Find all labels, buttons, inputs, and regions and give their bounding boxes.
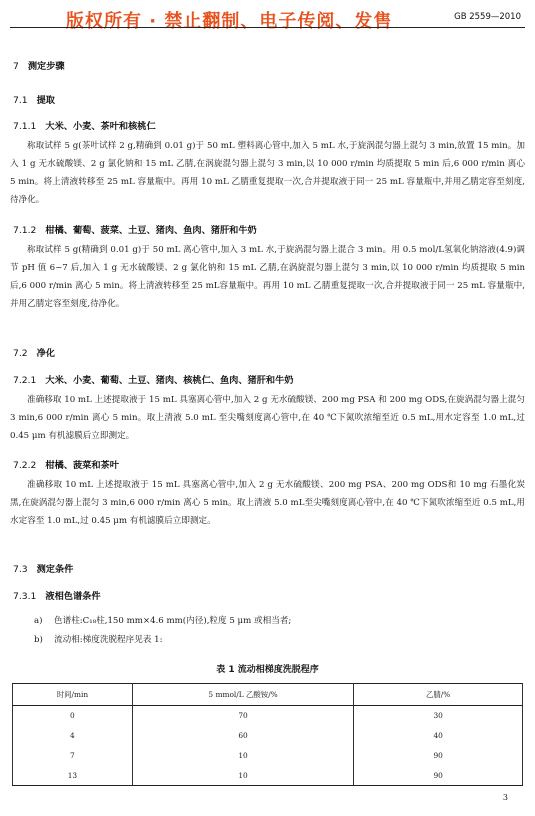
section-7-2-1-heading bbox=[13, 372, 293, 386]
section-7-3-1-heading bbox=[13, 588, 101, 602]
section-title: 测定步骤 bbox=[27, 61, 65, 72]
section-title: 提取 bbox=[36, 95, 55, 106]
list-marker: b) bbox=[34, 635, 43, 645]
table-cell: 4 bbox=[13, 726, 133, 746]
gradient-table bbox=[12, 683, 523, 786]
table-cell: 40 bbox=[354, 726, 523, 746]
list-text: 色谱柱:C₁₈柱,150 mm×4.6 mm(内径),粒度 5 μm 或相当者; bbox=[54, 616, 292, 626]
section-title: 柑橘、菠菜和茶叶 bbox=[45, 460, 119, 471]
section-7-3-heading bbox=[13, 561, 73, 575]
column-header-acetonitrile: 乙腈/% bbox=[354, 684, 523, 706]
standard-number: GB 2559—2010 bbox=[454, 12, 521, 22]
list-item-mobile-phase bbox=[34, 633, 163, 645]
table-cell: 0 bbox=[13, 706, 133, 726]
section-title: 净化 bbox=[36, 348, 55, 359]
table-1-title: 表 1 流动相梯度洗脱程序 bbox=[216, 665, 319, 675]
column-header-time: 时间/min bbox=[13, 684, 133, 706]
table-cell: 10 bbox=[132, 746, 354, 766]
list-text: 流动相:梯度洗脱程序见表 1: bbox=[54, 635, 163, 645]
paragraph-7-2-2: 准确移取 10 mL 上述提取液于 15 mL 具塞离心管中,加入 2 g 无水硫酸镁、200 mg PSA、200 mg ODS和 10 mg 石墨化炭黑,在旋涡混匀器上混匀 3 min,6 000 r/min 离心 5 min。取上清液 5.0 mL至尖嘴刻度离心管中,在 40 ℃下氮吹浓缩至近 0.5 mL,用水定容至 1.0 mL,过 0.45 μm 有机滤膜后立即测定。 bbox=[10, 480, 525, 526]
section-title: 液相色谱条件 bbox=[45, 591, 101, 602]
section-number: 7.2.2 bbox=[13, 460, 37, 471]
section-7-1-1-heading bbox=[13, 118, 156, 132]
paragraph-7-1-2: 称取试样 5 g(精确到 0.01 g)于 50 mL 离心管中,加入 3 mL 水,于旋涡混匀器上混合 3 min。用 0.5 mol/L氢氧化钠溶液(4.9)调节 pH 值 6~7 后,加入 1 g 无水硫酸镁、2 g 氯化钠和 15 mL 乙腈,在涡旋混匀器上混匀 3 min,以 10 000 r/min 均质提取 5 min 后,6 000 r/min 离心 5 min。将上清液转移至 25 mL容量瓶中。再用 10 mL 乙腈重复提取一次,合并提取液于同一 25 mL 容量瓶中,并用乙腈定容至刻度,待净化。 bbox=[10, 245, 525, 309]
section-number: 7.2 bbox=[13, 348, 28, 359]
table-row bbox=[13, 706, 523, 726]
section-7-2-2-heading bbox=[13, 457, 119, 471]
table-row bbox=[13, 746, 523, 766]
section-7-heading bbox=[13, 58, 65, 72]
section-number: 7.1.2 bbox=[13, 225, 37, 236]
table-cell: 13 bbox=[13, 766, 133, 786]
list-item-column bbox=[34, 614, 291, 626]
section-number: 7 bbox=[13, 61, 19, 72]
section-7-2-heading bbox=[13, 345, 55, 359]
section-number: 7.2.1 bbox=[13, 375, 37, 386]
paragraph-7-2-1: 准确移取 10 mL 上述提取液于 15 mL 具塞离心管中,加入 2 g 无水硫酸镁、200 mg PSA 和 200 mg ODS,在旋涡混匀器上混匀 3 min,6 000 r/min 离心 5 min。取上清液 5.0 mL 至尖嘴刻度离心管中,在 40 ℃下氮吹浓缩至近 0.5 mL,用水定容至 1.0 mL,过 0.45 μm 有机滤膜后立即测定。 bbox=[10, 395, 525, 441]
table-cell: 30 bbox=[354, 706, 523, 726]
table-header-row bbox=[13, 684, 523, 706]
section-number: 7.3.1 bbox=[13, 591, 37, 602]
copyright-watermark: 版权所有 · 禁止翻制、电子传阅、发售 bbox=[66, 11, 393, 32]
table-row bbox=[13, 726, 523, 746]
list-marker: a) bbox=[34, 616, 43, 626]
table-cell: 70 bbox=[132, 706, 354, 726]
table-cell: 10 bbox=[132, 766, 354, 786]
column-header-ammonium-acetate: 5 mmol/L 乙酸铵/% bbox=[132, 684, 354, 706]
table-cell: 7 bbox=[13, 746, 133, 766]
header-rule bbox=[10, 27, 525, 28]
table-cell: 90 bbox=[354, 766, 523, 786]
section-7-1-heading bbox=[13, 92, 55, 106]
section-number: 7.1 bbox=[13, 95, 28, 106]
section-title: 测定条件 bbox=[36, 564, 74, 575]
section-number: 7.1.1 bbox=[13, 121, 37, 132]
paragraph-7-1-1: 称取试样 5 g(茶叶试样 2 g,精确到 0.01 g)于 50 mL 塑料离心管中,加入 5 mL 水,于旋涡混匀器上混匀 3 min,放置 15 min。加入 1 g 无水硫酸镁、2 g 氯化钠和 15 mL 乙腈,在涡旋混匀器上混匀 3 min,以 10 000 r/min 均质提取 5 min 后,6 000 r/min 离心 5 min。将上清液转移至 25 mL 容量瓶中。再用 10 mL 乙腈重复提取一次,合并提取液于同一 25 mL 容量瓶中,并用乙腈定容至刻度,待净化。 bbox=[10, 141, 525, 205]
section-title: 柑橘、葡萄、菠菜、土豆、猪肉、鱼肉、猪肝和牛奶 bbox=[45, 225, 257, 236]
section-7-1-2-heading bbox=[13, 222, 257, 236]
section-title: 大米、小麦、茶叶和核桃仁 bbox=[45, 121, 156, 132]
table-row bbox=[13, 766, 523, 786]
table-cell: 90 bbox=[354, 746, 523, 766]
page-number: 3 bbox=[502, 793, 508, 802]
table-cell: 60 bbox=[132, 726, 354, 746]
section-title: 大米、小麦、葡萄、土豆、猪肉、核桃仁、鱼肉、猪肝和牛奶 bbox=[45, 375, 294, 386]
section-number: 7.3 bbox=[13, 564, 28, 575]
